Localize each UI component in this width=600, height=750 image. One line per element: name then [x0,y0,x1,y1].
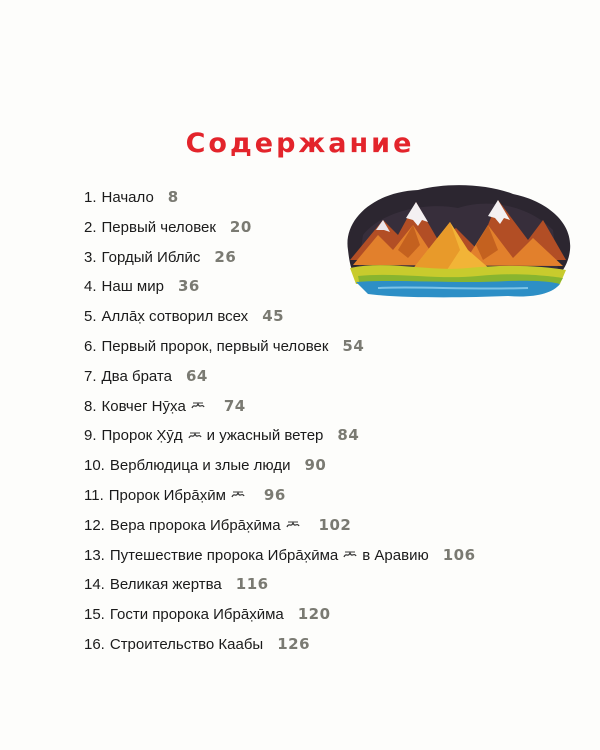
toc-item-5[interactable] [84,302,476,332]
toc-item-8[interactable] [84,392,476,422]
toc-item-9[interactable] [84,421,476,451]
toc-item-15[interactable] [84,600,476,630]
toc-item-4[interactable] [84,272,476,302]
toc-item-title: Первый пророк, первый человек [101,337,329,355]
page-title: Содержание [185,128,415,159]
honorific-calligraphy-icon [188,431,202,440]
toc-item-2[interactable] [84,213,476,243]
toc-item-page: 74 [223,396,246,415]
toc-item-10[interactable] [84,451,476,481]
toc-item-title: Великая жертва [109,576,222,594]
toc-item-number: 15. [84,606,105,624]
toc-item-number: 16. [84,635,105,653]
toc-item-title: Гордый Иблӣс [101,248,201,266]
toc-item-number: 5. [84,308,97,326]
toc-item-page: 106 [442,545,476,564]
toc-item-number: 8. [84,397,97,415]
toc-item-7[interactable] [84,362,476,392]
toc-item-page: 116 [235,575,269,594]
toc-item-13[interactable] [84,541,476,571]
toc-item-page: 36 [177,277,200,296]
toc-item-number: 14. [84,576,105,594]
toc-item-number: 1. [84,189,97,206]
toc-item-title: Вера пророка Ибрāх̣ӣма [109,516,281,534]
toc-item-title: Гости пророка Ибрāх̣ӣма [109,606,284,624]
toc-item-16[interactable] [84,630,476,660]
toc-item-page: 8 [167,188,179,206]
toc-item-page: 102 [318,515,352,534]
toc-item-number: 9. [84,427,97,445]
toc-item-title: Первый человек [101,218,216,236]
toc-item-number: 6. [84,337,97,355]
toc-item-title: Начало [101,189,154,206]
toc-item-page: 84 [337,426,360,445]
toc-item-page: 45 [262,307,285,326]
toc-item-title: Верблюдица и злые люди [109,457,291,475]
toc-item-title: Путешествие пророка Ибрāх̣ӣма [109,546,339,564]
toc-item-page: 90 [304,456,327,475]
toc-item-title: Два брата [101,367,172,385]
toc-item-11[interactable] [84,481,476,511]
toc-item-title-continuation: и ужасный ветер [206,427,324,445]
toc-item-number: 10. [84,457,105,475]
honorific-calligraphy-icon [343,550,357,559]
toc-item-page: 64 [185,366,208,385]
toc-item-page: 54 [342,336,365,355]
toc-item-number: 3. [84,248,97,266]
honorific-calligraphy-icon [191,401,205,410]
toc-item-1[interactable] [84,183,476,213]
toc-item-title-continuation: в Аравию [362,546,429,564]
toc-item-number: 12. [84,516,105,534]
toc-item-6[interactable] [84,332,476,362]
toc-item-number: 13. [84,546,105,564]
toc-item-title: Наш мир [101,278,164,296]
toc-item-page: 126 [277,634,311,653]
toc-item-number: 4. [84,278,97,296]
toc-item-title: Строительство Каабы [109,635,264,653]
toc-item-number: 11. [84,486,104,504]
honorific-calligraphy-icon [286,520,300,529]
toc-item-page: 26 [214,247,237,266]
toc-item-title: Пророк Х̣ӯд [101,427,183,445]
toc-item-page: 96 [263,485,286,504]
toc-item-number: 7. [84,367,97,385]
toc-item-3[interactable] [84,243,476,273]
toc-item-title: Пророк Ибрāх̣ӣм [108,486,226,504]
toc-item-title: Ковчег Нӯх̣а [101,397,186,415]
toc-item-page: 120 [297,605,331,624]
toc-item-14[interactable] [84,570,476,600]
toc-item-page: 20 [229,217,252,236]
toc-item-number: 2. [84,218,97,236]
toc-item-12[interactable] [84,511,476,541]
toc-item-title: Аллāх̣ сотворил всех [101,308,249,326]
honorific-calligraphy-icon [231,490,245,499]
table-of-contents [84,183,476,660]
